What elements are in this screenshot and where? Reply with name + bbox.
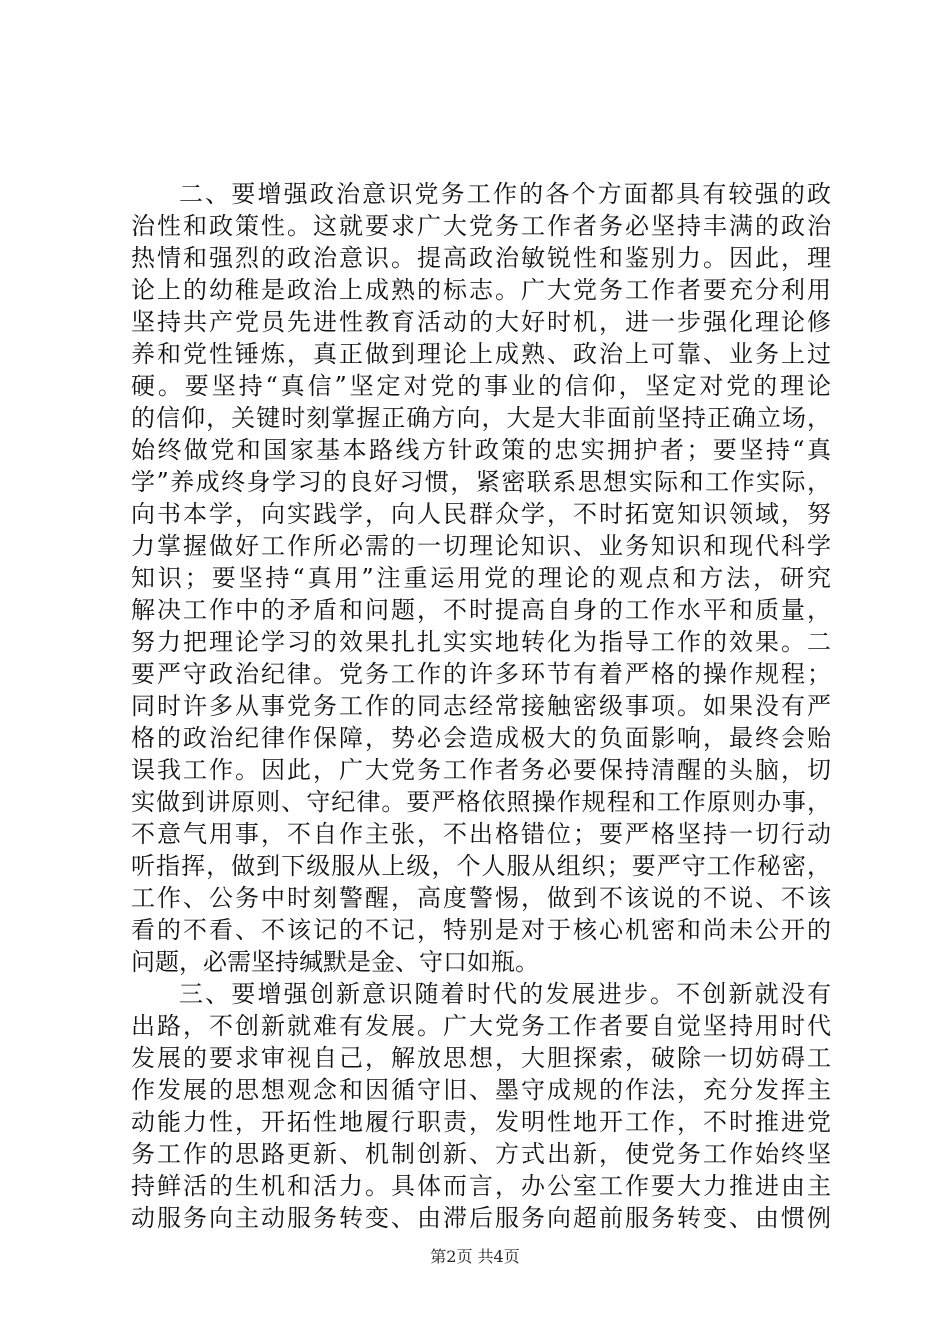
paragraph-line: 二、要增强政治意识党务工作的各个方面都具有较强的政 (179, 180, 831, 208)
page-number-footer: 第2页 共4页 (430, 1247, 520, 1266)
paragraph-line: 动能力性，开拓性地履行职责，发明性地开工作，不时推进党 (131, 1108, 831, 1136)
paragraph-line: 的信仰，关键时刻掌握正确方向，大是大非面前坚持正确立场， (131, 404, 831, 432)
paragraph-line: 听指挥，做到下级服从上级，个人服从组织；要严守工作秘密， (131, 852, 831, 880)
paragraph-line: 要严守政治纪律。党务工作的许多环节有着严格的操作规程； (131, 660, 831, 688)
paragraph-line: 动服务向主动服务转变、由滞后服务向超前服务转变、由惯例 (131, 1204, 831, 1232)
paragraph-line: 同时许多从事党务工作的同志经常接触密级事项。如果没有严 (131, 692, 831, 720)
paragraph-line: 发展的要求审视自己，解放思想，大胆探索，破除一切妨碍工 (131, 1044, 831, 1072)
paragraph-line: 论上的幼稚是政治上成熟的标志。广大党务工作者要充分利用 (131, 276, 831, 304)
paragraph-line: 务工作的思路更新、机制创新、方式出新，使党务工作始终坚 (131, 1140, 831, 1168)
paragraph-line: 看的不看、不该记的不记，特别是对于核心机密和尚未公开的 (131, 916, 831, 944)
paragraph-line: 实做到讲原则、守纪律。要严格依照操作规程和工作原则办事， (131, 788, 831, 816)
paragraph-line: 热情和强烈的政治意识。提高政治敏锐性和鉴别力。因此，理 (131, 244, 831, 272)
paragraph-line: 误我工作。因此，广大党务工作者务必要保持清醒的头脑，切 (131, 756, 831, 784)
paragraph-line: 治性和政策性。这就要求广大党务工作者务必坚持丰满的政治 (131, 212, 831, 240)
paragraph-line: 不意气用事，不自作主张，不出格错位；要严格坚持一切行动 (131, 820, 831, 848)
paragraph-line: 力掌握做好工作所必需的一切理论知识、业务知识和现代科学 (131, 532, 831, 560)
paragraph-line: 问题，必需坚持缄默是金、守口如瓶。 (131, 948, 539, 976)
paragraph-line: 解决工作中的矛盾和问题，不时提高自身的工作水平和质量， (131, 596, 831, 624)
paragraph-line: 格的政治纪律作保障，势必会造成极大的负面影响，最终会贻 (131, 724, 831, 752)
paragraph-line: 硬。要坚持“真信”坚定对党的事业的信仰，坚定对党的理论 (131, 372, 831, 400)
paragraph-line: 作发展的思想观念和因循守旧、墨守成规的作法，充分发挥主 (131, 1076, 831, 1104)
paragraph-line: 学”养成终身学习的良好习惯，紧密联系思想实际和工作实际， (131, 468, 831, 496)
paragraph-line: 养和党性锤炼，真正做到理论上成熟、政治上可靠、业务上过 (131, 340, 831, 368)
paragraph-line: 向书本学，向实践学，向人民群众学，不时拓宽知识领域，努 (131, 500, 831, 528)
paragraph-line: 努力把理论学习的效果扎扎实实地转化为指导工作的效果。二 (131, 628, 831, 656)
paragraph-line: 持鲜活的生机和活力。具体而言，办公室工作要大力推进由主 (131, 1172, 831, 1200)
paragraph-line: 坚持共产党员先进性教育活动的大好时机，进一步强化理论修 (131, 308, 831, 336)
paragraph-line: 三、要增强创新意识随着时代的发展进步。不创新就没有 (179, 980, 831, 1008)
paragraph-line: 工作、公务中时刻警醒，高度警惕，做到不该说的不说、不该 (131, 884, 831, 912)
paragraph-line: 知识；要坚持“真用”注重运用党的理论的观点和方法，研究 (131, 564, 831, 592)
paragraph-line: 始终做党和国家基本路线方针政策的忠实拥护者；要坚持“真 (131, 436, 831, 464)
paragraph-line: 出路，不创新就难有发展。广大党务工作者要自觉坚持用时代 (131, 1012, 831, 1040)
document-body (131, 178, 831, 1234)
